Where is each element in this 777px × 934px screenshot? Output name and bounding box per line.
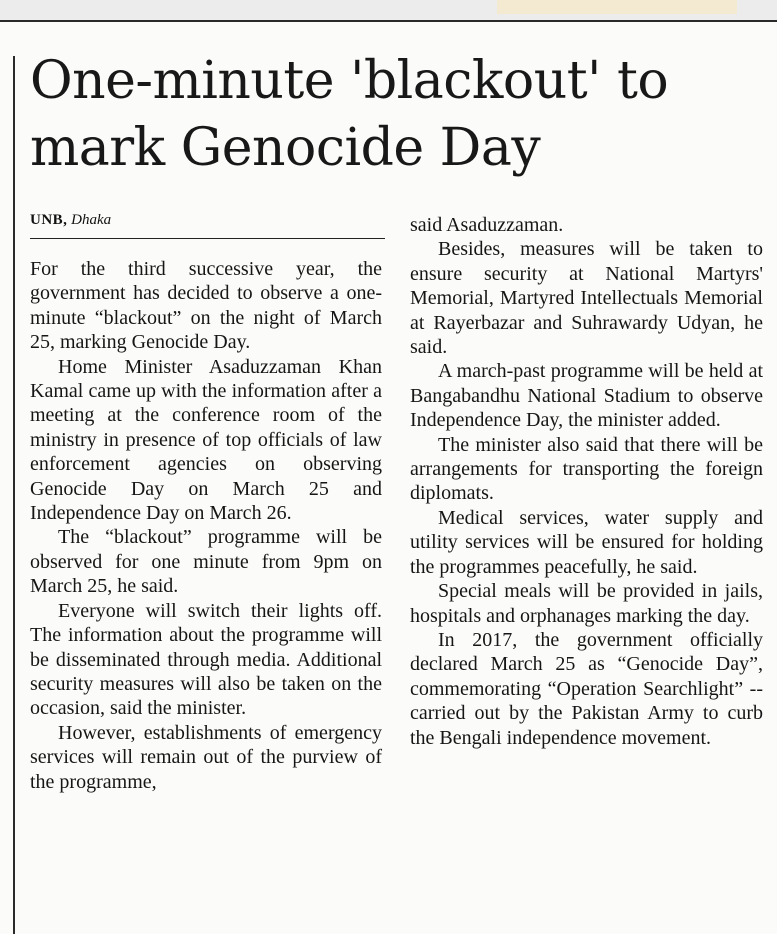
- top-strip-highlight: [497, 0, 737, 14]
- paragraph: Everyone will switch their lights off. The information about the programme will be disseminated through media. Additional security measures will also be taken on the occasion, said the minister.: [30, 599, 382, 720]
- top-rule: [0, 20, 777, 22]
- paragraph: Home Minister Asaduzzaman Khan Kamal came up with the information after a meeting at the conference room of the ministry in presence of top officials of law enforcement agencies on observing Genocide Day on March 25 and Independence Day on March 26.: [30, 355, 382, 525]
- byline-place: Dhaka: [71, 212, 112, 228]
- paragraph: Besides, measures will be taken to ensure security at National Martyrs' Memorial, Martyred Intellectuals Memorial at Rayerbazar and Suhrawardy Udyan, he said.: [410, 238, 763, 359]
- paragraph: Medical services, water supply and utility services will be ensured for holding the programmes peacefully, he said.: [410, 506, 763, 578]
- paragraph: For the third successive year, the government has decided to observe a one-minute “blackout” on the night of March 25, marking Genocide Day.: [30, 258, 382, 354]
- paragraph: In 2017, the government officially declared March 25 as “Genocide Day”, commemorating “Operation Searchlight” -- carried out by the Pakistan Army to curb the Bengali independence movement.: [410, 628, 763, 749]
- headline: One-minute 'blackout' to mark Genocide Day: [30, 51, 669, 178]
- paragraph: A march-past programme will be held at Bangabandhu National Stadium to observe Independence Day, the minister added.: [410, 360, 763, 432]
- byline: [30, 212, 111, 229]
- article-column-right: [410, 213, 763, 750]
- paragraph-continued: said Asaduzzaman.: [410, 214, 564, 236]
- paragraph: However, establishments of emergency services will remain out of the purview of the programme,: [30, 721, 382, 793]
- article-column-left: [30, 257, 382, 794]
- paragraph: The minister also said that there will be arrangements for transporting the foreign diplomats.: [410, 433, 763, 505]
- paragraph: Special meals will be provided in jails, hospitals and orphanages marking the day.: [410, 580, 763, 627]
- page-top-strip: [0, 0, 777, 20]
- column-rule-left: [13, 56, 15, 934]
- byline-rule: [30, 238, 385, 239]
- byline-agency: UNB,: [30, 212, 68, 228]
- paragraph: The “blackout” programme will be observed for one minute from 9pm on March 25, he said.: [30, 526, 382, 598]
